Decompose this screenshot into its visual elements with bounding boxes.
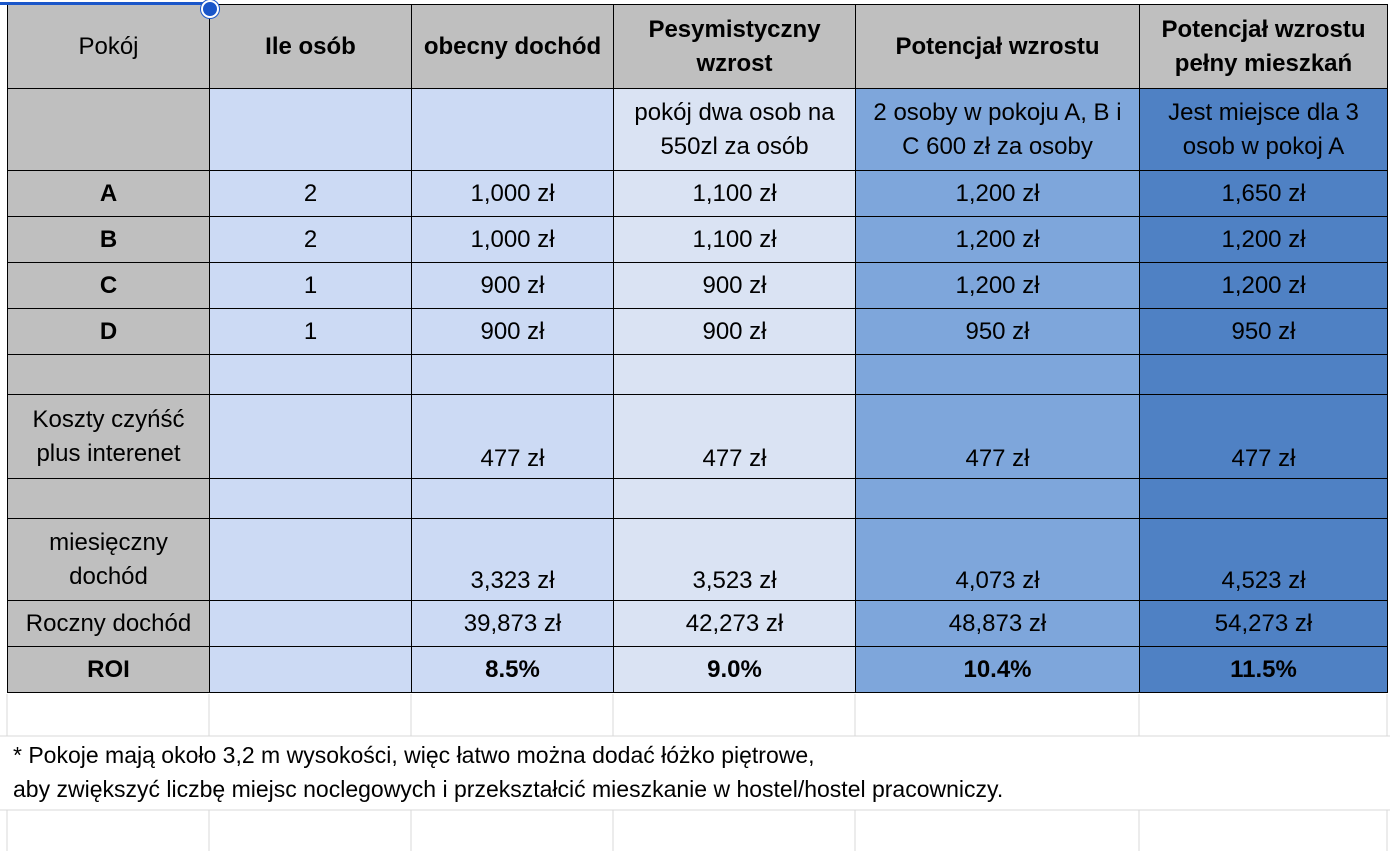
cell[interactable] — [412, 479, 614, 519]
costs-label[interactable]: Koszty czyńść plus interenet — [8, 395, 210, 479]
cell[interactable]: 4,073 zł — [856, 519, 1140, 601]
cell[interactable] — [210, 479, 412, 519]
empty-row — [8, 479, 1388, 519]
selection-handle[interactable] — [201, 0, 219, 18]
cell[interactable]: 3,523 zł — [614, 519, 856, 601]
yearly-income-row — [8, 601, 1388, 647]
cell[interactable]: 950 zł — [856, 309, 1140, 355]
header-cell-pessimistic[interactable]: Pesymistyczny wzrost — [614, 5, 856, 89]
header-cell-potential[interactable]: Potencjał wzrostu — [856, 5, 1140, 89]
cell[interactable]: 8.5% — [412, 647, 614, 693]
cell[interactable]: 1,650 zł — [1140, 171, 1388, 217]
monthly-income-row — [8, 519, 1388, 601]
cell[interactable] — [614, 355, 856, 395]
cell[interactable]: 900 zł — [614, 263, 856, 309]
room-label[interactable]: C — [8, 263, 210, 309]
cell[interactable]: 39,873 zł — [412, 601, 614, 647]
header-cell-full-potential[interactable]: Potencjał wzrostu pełny mieszkań — [1140, 5, 1388, 89]
cell[interactable]: 1,200 zł — [856, 171, 1140, 217]
description-row — [8, 89, 1388, 171]
cell[interactable] — [210, 601, 412, 647]
cell[interactable] — [614, 479, 856, 519]
cell[interactable]: 900 zł — [412, 263, 614, 309]
cell[interactable] — [210, 647, 412, 693]
roi-label[interactable]: ROI — [8, 647, 210, 693]
cell[interactable]: 42,273 zł — [614, 601, 856, 647]
cell[interactable]: 9.0% — [614, 647, 856, 693]
cell[interactable] — [856, 355, 1140, 395]
cell[interactable] — [210, 395, 412, 479]
table-row — [8, 171, 1388, 217]
room-label[interactable]: D — [8, 309, 210, 355]
footnote-text-box[interactable] — [13, 738, 1003, 806]
cell[interactable]: 2 — [210, 217, 412, 263]
cell-pessimistic-description[interactable]: pokój dwa osob na 550zl za osób — [614, 89, 856, 171]
cell[interactable] — [8, 355, 210, 395]
table-row — [8, 309, 1388, 355]
cell[interactable]: 1,200 zł — [856, 263, 1140, 309]
cell[interactable]: 4,523 zł — [1140, 519, 1388, 601]
cell[interactable]: 10.4% — [856, 647, 1140, 693]
cell[interactable]: 1,000 zł — [412, 217, 614, 263]
table-row — [8, 263, 1388, 309]
cell[interactable]: 1 — [210, 263, 412, 309]
cell[interactable]: 54,273 zł — [1140, 601, 1388, 647]
cell[interactable] — [412, 355, 614, 395]
empty-row — [8, 355, 1388, 395]
cell[interactable] — [210, 355, 412, 395]
footnote-line: aby zwiększyć liczbę miejsc noclegowych i przekształcić mieszkanie w hostel/hostel pracowniczy. — [13, 776, 1004, 802]
cell[interactable] — [210, 89, 412, 171]
footnote-line: * Pokoje mają około 3,2 m wysokości, więc łatwo można dodać łóżko piętrowe, — [13, 742, 815, 768]
cell[interactable]: 477 zł — [412, 395, 614, 479]
cell[interactable]: 1 — [210, 309, 412, 355]
cell[interactable]: 477 zł — [1140, 395, 1388, 479]
cell[interactable]: 1,100 zł — [614, 171, 856, 217]
selection-border — [0, 2, 208, 5]
header-cell-current-income[interactable]: obecny dochód — [412, 5, 614, 89]
cell[interactable]: 1,200 zł — [856, 217, 1140, 263]
cell[interactable]: 900 zł — [412, 309, 614, 355]
cell[interactable] — [1140, 355, 1388, 395]
roi-row — [8, 647, 1388, 693]
income-table — [7, 4, 1388, 693]
cell[interactable]: 1,200 zł — [1140, 217, 1388, 263]
cell[interactable]: 1,100 zł — [614, 217, 856, 263]
cell[interactable] — [210, 519, 412, 601]
monthly-income-label[interactable]: miesięczny dochód — [8, 519, 210, 601]
yearly-income-label[interactable]: Roczny dochód — [8, 601, 210, 647]
cell-potential-description[interactable]: 2 osoby w pokoju A, B i C 600 zł za osoby — [856, 89, 1140, 171]
cell[interactable]: 477 zł — [856, 395, 1140, 479]
cell[interactable]: 477 zł — [614, 395, 856, 479]
room-label[interactable]: B — [8, 217, 210, 263]
cell[interactable]: 3,323 zł — [412, 519, 614, 601]
cell[interactable] — [8, 479, 210, 519]
cell[interactable]: 48,873 zł — [856, 601, 1140, 647]
room-label[interactable]: A — [8, 171, 210, 217]
cell-full-description[interactable]: Jest miejsce dla 3 osob w pokoj A — [1140, 89, 1388, 171]
cell[interactable]: 2 — [210, 171, 412, 217]
cell[interactable] — [856, 479, 1140, 519]
cell[interactable] — [1140, 479, 1388, 519]
cell[interactable]: 11.5% — [1140, 647, 1388, 693]
costs-row — [8, 395, 1388, 479]
cell[interactable]: 1,200 zł — [1140, 263, 1388, 309]
cell[interactable]: 950 zł — [1140, 309, 1388, 355]
cell[interactable] — [412, 89, 614, 171]
cell[interactable] — [8, 89, 210, 171]
header-cell-room[interactable]: Pokój — [8, 5, 210, 89]
header-cell-persons[interactable]: Ile osób — [210, 5, 412, 89]
header-row — [8, 5, 1388, 89]
cell[interactable]: 900 zł — [614, 309, 856, 355]
cell[interactable]: 1,000 zł — [412, 171, 614, 217]
table-row — [8, 217, 1388, 263]
